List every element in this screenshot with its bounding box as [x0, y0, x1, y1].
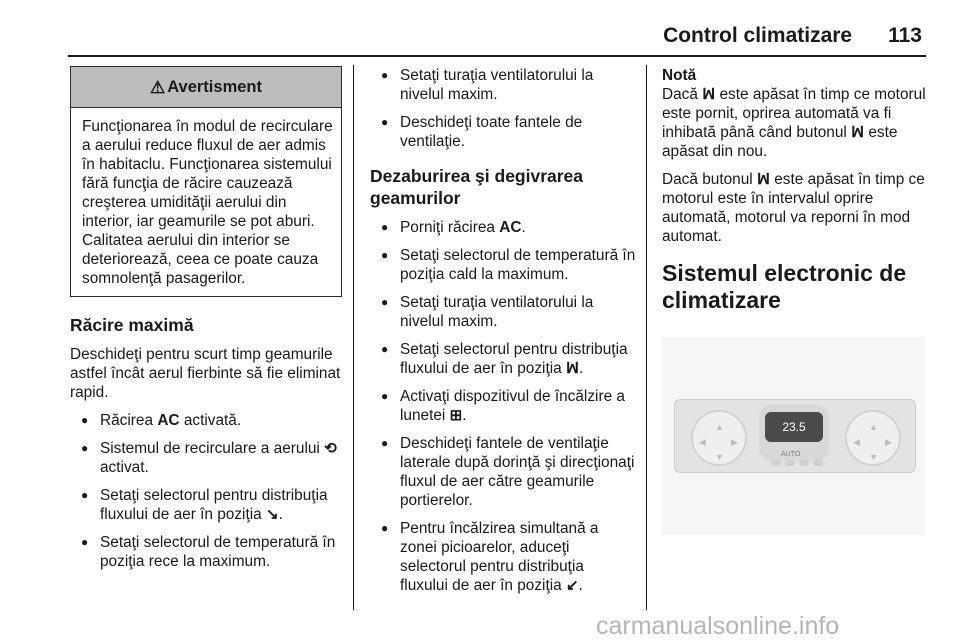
small-buttons: [771, 460, 823, 466]
column-2: [370, 66, 636, 595]
list-item: ● Setaţi selectorul pentru distribuţia fluxului de aer în poziţia ꟽ.: [370, 340, 636, 378]
display-unit: [759, 405, 829, 461]
list-item: ● Sistemul de recirculare a aerului ⟲ activat.: [70, 439, 342, 477]
header-rule: [68, 55, 926, 57]
col2-top-list: [370, 66, 636, 151]
list-item: ● Setaţi selectorul de temperatură în poziţia rece la maximum.: [70, 533, 342, 571]
page-header: [0, 24, 922, 52]
note-paragraph-1: Dacă ꟽ este apăsat în timp ce motorul este pornit, oprirea automată va fi inhibată până când butonul ꟽ este apăsat din nou.: [662, 86, 926, 160]
airflow-windscreen-footwell-icon: ↙: [565, 577, 579, 594]
note-paragraph-2: Dacă butonul ꟽ este apăsat în timp ce motorul este în intervalul oprire automată, motorul va reporni în mod automat.: [662, 171, 925, 245]
warning-triangle-icon: ⚠: [149, 77, 166, 97]
column-divider-2: [646, 65, 647, 610]
defog-heading: Dezaburirea şi degivrarea geamurilor: [370, 166, 584, 208]
list-item: ● Deschideţi toate fantele de ventilaţie.: [370, 113, 636, 151]
temperature-display: 23.5: [765, 412, 823, 442]
left-rotary-knob: ▲ ▼ ◀ ▶: [691, 410, 747, 466]
list-item: ● Setaţi turaţia ventilatorului la nivelul maxim.: [370, 66, 636, 104]
windscreen-defrost-icon: ꟽ: [756, 171, 770, 188]
auto-label: AUTO: [781, 451, 801, 458]
max-cooling-intro: Deschideţi pentru scurt timp geamurile astfel încât aerul fierbinte să fie eliminat rapid.: [70, 346, 341, 401]
column-divider-1: [353, 65, 354, 610]
recirculation-icon: ⟲: [324, 440, 337, 457]
right-rotary-knob: ▲ ▼ ◀ ▶: [845, 410, 901, 466]
windscreen-defrost-icon: ꟽ: [851, 124, 865, 141]
section-title: Sistemul electronic de climatizare: [662, 260, 907, 313]
page-number: 113: [888, 24, 922, 47]
airflow-upper-body-icon: ↘: [265, 506, 279, 523]
control-panel: [674, 399, 916, 473]
rear-window-heating-icon: ⊞: [449, 407, 463, 424]
warning-body: [71, 108, 341, 296]
note-title: Notă: [662, 67, 697, 84]
list-item: ● Deschideţi fantele de ventilaţie laterale după dorinţă şi direcţionaţi fluxul de aer către geamurile portierelor.: [370, 434, 636, 510]
watermark: carmanualsonline.info: [596, 612, 840, 640]
max-cooling-list: [70, 411, 342, 571]
list-item: ● Setaţi selectorul pentru distribuţia fluxului de aer în poziţia ↘.: [70, 486, 342, 524]
list-item: ● Setaţi selectorul de temperatură în poziţia cald la maximum.: [370, 246, 636, 284]
list-item: ● Activaţi dispozitivul de încălzire a lunetei ⊞.: [370, 387, 636, 425]
warning-text: Funcţionarea în modul de recirculare a aerului reduce fluxul de aer admis în habitaclu. Funcţionarea sistemului fără funcţia de răcire cauzează creşterea umidităţii aerului din interior, iar geamurile se pot aburi. Calitatea aerului din interior se deteriorează, ceea ce poate cauza somnolenţă pasagerilor.: [82, 118, 333, 287]
list-item: ● Pentru încălzirea simultană a zonei picioarelor, aduceţi selectorul pentru distribuţia fluxului de aer în poziţia ↙.: [370, 519, 636, 595]
column-3: [662, 66, 930, 535]
warning-title: Avertisment: [167, 77, 262, 96]
max-cooling-heading: Răcire maximă: [70, 315, 194, 335]
list-item: ● Porniţi răcirea AC.: [370, 218, 636, 237]
list-item: ● Setaţi turaţia ventilatorului la nivelul maxim.: [370, 293, 636, 331]
windscreen-defrost-icon: ꟽ: [565, 360, 579, 377]
defog-list: [370, 218, 636, 595]
windscreen-defrost-icon: ꟽ: [702, 86, 716, 103]
warning-header: [71, 67, 341, 108]
warning-box: [70, 66, 342, 297]
page-title: Control climatizare: [663, 24, 853, 47]
climate-control-panel-image: [662, 337, 925, 535]
list-item: ● Răcirea AC activată.: [70, 411, 342, 430]
column-1: [70, 66, 342, 571]
